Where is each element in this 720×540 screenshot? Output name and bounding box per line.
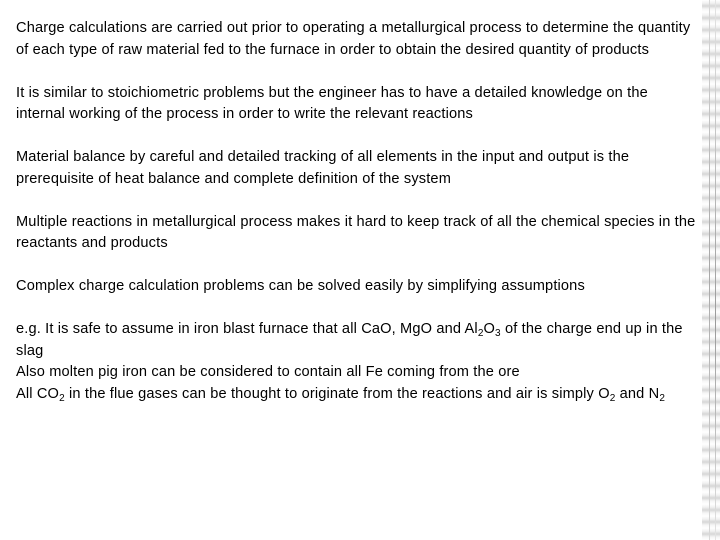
example-line-1-oxygen: O	[483, 321, 496, 337]
subscript-o2: 2	[609, 392, 616, 404]
subscript-n2: 2	[659, 392, 666, 404]
example-line-3-text: All CO	[16, 385, 60, 402]
paragraph-example	[16, 319, 696, 405]
paragraph-charge-calculations: Charge calculations are carried out prior to operating a metallurgical process to determine the quantity of each type of raw material fed to the furnace in order to obtain the desired quantity of products	[16, 20, 691, 58]
slide-text-body	[16, 18, 696, 405]
decorative-edge-shadow	[702, 0, 720, 540]
subscript-3: 3	[495, 328, 501, 339]
decorative-edge-line	[709, 0, 710, 540]
subscript-co2: 2	[59, 392, 65, 404]
paragraph-material-balance: Material balance by careful and detailed tracking of all elements in the input and output is the prerequisite of heat balance and complete definition of the system	[16, 149, 630, 187]
example-line-3	[16, 386, 665, 402]
paragraph-simplifying-assumptions: Complex charge calculation problems can be solved easily by simplifying assumptions	[16, 278, 585, 294]
example-line-1-end: of the charge end up in the slag	[16, 321, 683, 359]
example-line-3-mid: in the flue gases can be thought to originate from the reactions and air is simply O	[64, 385, 610, 402]
paragraph-stoichiometric: It is similar to stoichiometric problems but the engineer has to have a detailed knowledge on the internal working of the process in order to write the relevant reactions	[16, 84, 648, 122]
paragraph-multiple-reactions: Multiple reactions in metallurgical process makes it hard to keep track of all the chemical species in the reactants and products	[16, 213, 696, 251]
example-line-1-text: e.g. It is safe to assume in iron blast furnace that all CaO, MgO and Al	[16, 321, 478, 337]
subscript-2: 2	[477, 328, 484, 339]
decorative-edge-line-outer	[715, 0, 716, 540]
example-line-2: Also molten pig iron can be considered to contain all Fe coming from the ore	[16, 364, 520, 380]
example-line-1	[16, 321, 683, 359]
example-line-3-and: and N	[615, 385, 660, 402]
